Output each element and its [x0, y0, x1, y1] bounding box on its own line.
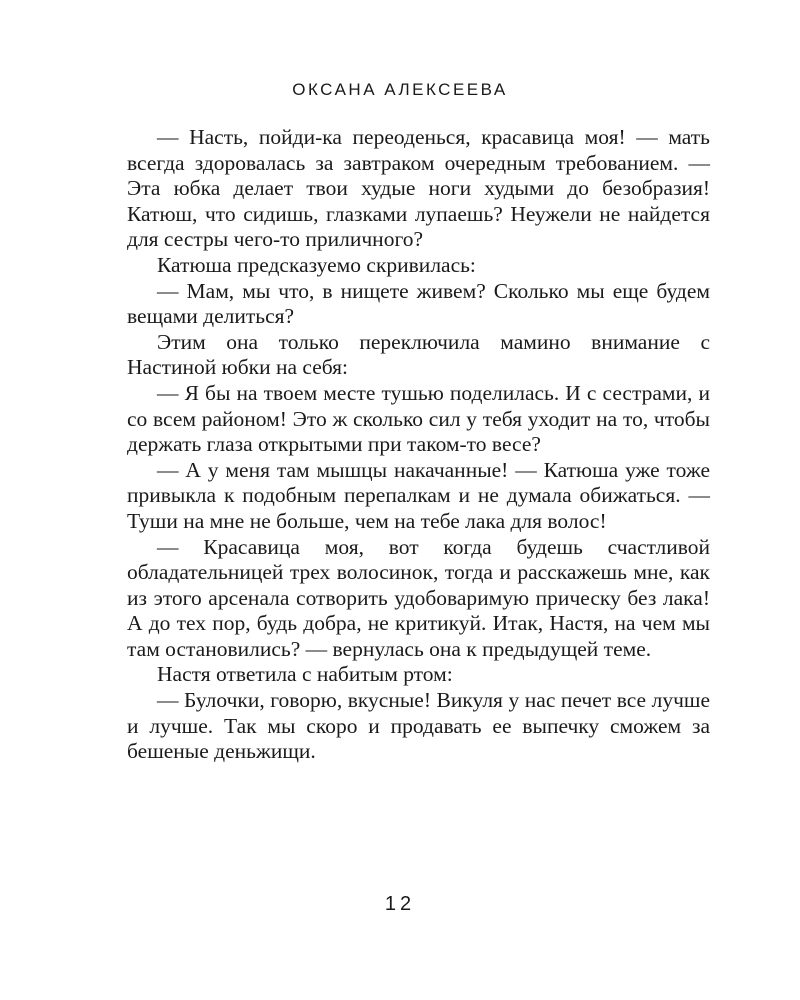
paragraph: — Я бы на твоем месте тушью поделилась. И с сестрами, и со всем районом! Это ж сколько сил у тебя уходит на то, чтобы держать глаза открытыми при таком-то весе?	[127, 380, 710, 457]
paragraph: — Красавица моя, вот когда будешь счастливой обладательницей трех волосинок, тогда и расскажешь мне, как из этого арсенала сотворить удобоваримую прическу без лака! А до тех пор, будь добра, не критикуй. Итак, Настя, на чем мы там остановились? — вернулась она к предыдущей теме.	[127, 534, 710, 661]
paragraph: Катюша предсказуемо скривилась:	[157, 252, 476, 277]
paragraph: — Насть, пойди-ка переоденься, красавица моя! — мать всегда здоровалась за завтраком очередным требованием. — Эта юбка делает твои худые ноги худыми до безобразия! Катюш, что сидишь, глазками лупаешь? Неужели не найдется для сестры чего-то приличного?	[127, 125, 710, 252]
page-number: 12	[384, 893, 416, 915]
body-text	[127, 125, 710, 765]
running-head-author: ОКСАНА АЛЕКСЕЕВА	[292, 80, 508, 99]
paragraph: — Мам, мы что, в нищете живем? Сколько мы еще будем вещами делиться?	[127, 278, 710, 329]
paragraph: — Булочки, говорю, вкусные! Викуля у нас печет все лучше и лучше. Так мы скоро и продавать ее выпечку сможем за бешеные деньжищи.	[127, 688, 710, 764]
paragraph: Этим она только переключила мамино внимание с Настиной юбки на себя:	[127, 329, 710, 380]
paragraph: — А у меня там мышцы накачанные! — Катюша уже тоже привыкла к подобным перепалкам и не думала обижаться. — Туши на мне не больше, чем на тебе лака для волос!	[127, 457, 710, 533]
paragraph: Настя ответила с набитым ртом:	[157, 662, 453, 687]
